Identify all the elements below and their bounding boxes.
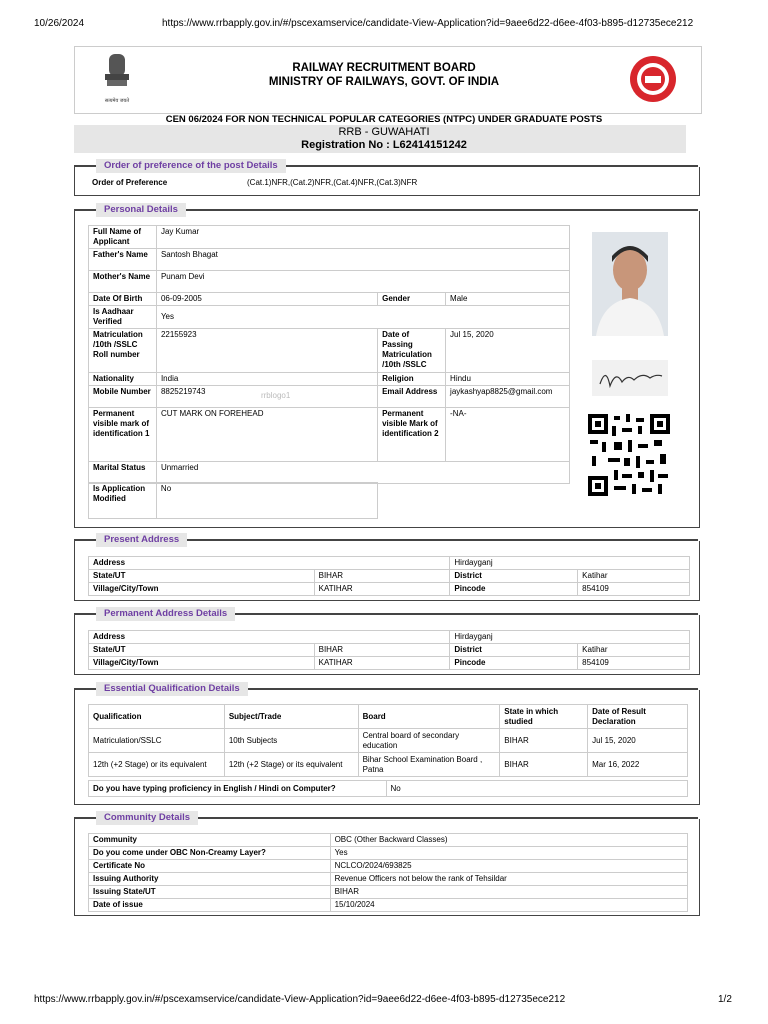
issuing-authority-label: Issuing Authority bbox=[89, 873, 331, 886]
ministry-title: MINISTRY OF RAILWAYS, GOVT. OF INDIA bbox=[268, 76, 500, 88]
qual-row1-board: Central board of secondary education bbox=[358, 729, 500, 753]
qual-row1-subject: 10th Subjects bbox=[224, 729, 358, 753]
permanent-state-value: BIHAR bbox=[314, 644, 450, 657]
preference-section bbox=[74, 167, 700, 196]
certificate-no-label: Certificate No bbox=[89, 860, 331, 873]
qual-row2-result-date: Mar 16, 2022 bbox=[588, 753, 688, 777]
permanent-village-value: KATIHAR bbox=[314, 657, 450, 670]
mark2-value: -NA- bbox=[446, 408, 570, 462]
modified-value: No bbox=[156, 483, 377, 519]
permanent-state-label: State/UT bbox=[89, 644, 315, 657]
mark1-value: CUT MARK ON FOREHEAD bbox=[156, 408, 377, 462]
personal-details-table bbox=[88, 225, 570, 484]
print-page-number: 1/2 bbox=[718, 994, 732, 1005]
permanent-district-label: District bbox=[450, 644, 578, 657]
applicant-signature bbox=[592, 360, 668, 396]
permanent-address-table bbox=[88, 630, 690, 670]
qualification-table bbox=[88, 704, 688, 777]
permanent-pincode-label: Pincode bbox=[450, 657, 578, 670]
issuing-state-label: Issuing State/UT bbox=[89, 886, 331, 899]
qual-header-state: State in which studied bbox=[500, 705, 588, 729]
mother-name-value: Punam Devi bbox=[156, 271, 569, 293]
typing-table bbox=[88, 780, 688, 797]
issuing-state-value: BIHAR bbox=[330, 886, 687, 899]
father-name-label: Father's Name bbox=[89, 249, 157, 271]
board-title: RAILWAY RECRUITMENT BOARD bbox=[292, 62, 476, 74]
present-state-label: State/UT bbox=[89, 570, 315, 583]
mobile-value-cell bbox=[156, 386, 377, 408]
print-url-bottom[interactable]: https://www.rrbapply.gov.in/#/pscexamservice/candidate-View-Application?id=9aee6d22-d6ee-4f03-b895-d12735ece212 bbox=[34, 994, 566, 1005]
qual-header-qualification: Qualification bbox=[89, 705, 225, 729]
cen-title: CEN 06/2024 FOR NON TECHNICAL POPULAR CATEGORIES (NTPC) UNDER GRADUATE POSTS bbox=[165, 114, 603, 125]
aadhaar-label: Is Aadhaar Verified bbox=[89, 306, 157, 329]
present-address-label: Address bbox=[89, 557, 450, 570]
present-district-value: Katihar bbox=[578, 570, 690, 583]
qual-header-result-date: Date of Result Declaration bbox=[588, 705, 688, 729]
qual-header-subject: Subject/Trade bbox=[224, 705, 358, 729]
print-date: 10/26/2024 bbox=[34, 18, 85, 29]
qual-header-board: Board bbox=[358, 705, 500, 729]
typing-label: Do you have typing proficiency in English / Hindi on Computer? bbox=[89, 781, 387, 797]
community-table bbox=[88, 833, 688, 912]
matric-roll-value: 22155923 bbox=[156, 329, 377, 373]
qual-row1-qualification: Matriculation/SSLC bbox=[89, 729, 225, 753]
permanent-address-title: Permanent Address Details bbox=[96, 607, 235, 621]
permanent-pincode-value: 854109 bbox=[578, 657, 690, 670]
modified-label: Is Application Modified bbox=[89, 483, 157, 519]
qual-row2-subject: 12th (+2 Stage) or its equivalent bbox=[224, 753, 358, 777]
preference-label: Order of Preference bbox=[92, 178, 168, 187]
modified-table bbox=[88, 482, 378, 519]
religion-label: Religion bbox=[378, 373, 446, 386]
passing-date-label: Date of Passing Matriculation /10th /SSLC bbox=[378, 329, 446, 373]
community-value: OBC (Other Backward Classes) bbox=[330, 834, 687, 847]
qual-row2-state: BIHAR bbox=[500, 753, 588, 777]
permanent-district-value: Katihar bbox=[578, 644, 690, 657]
dob-label: Date Of Birth bbox=[89, 293, 157, 306]
typing-value: No bbox=[386, 781, 687, 797]
qual-row2-board: Bihar School Examination Board , Patna bbox=[358, 753, 500, 777]
present-address-table bbox=[88, 556, 690, 596]
community-title: Community Details bbox=[96, 811, 198, 825]
dob-value: 06-09-2005 bbox=[156, 293, 377, 306]
matric-roll-label: Matriculation /10th /SSLC Roll number bbox=[89, 329, 157, 373]
gender-label: Gender bbox=[378, 293, 446, 306]
non-creamy-label: Do you come under OBC Non-Creamy Layer? bbox=[89, 847, 331, 860]
full-name-label: Full Name of Applicant bbox=[89, 226, 157, 249]
registration-number: Registration No : L62414151242 bbox=[301, 139, 467, 151]
mother-name-label: Mother's Name bbox=[89, 271, 157, 293]
present-state-value: BIHAR bbox=[314, 570, 450, 583]
permanent-address-value: Hirdayganj bbox=[450, 631, 690, 644]
certificate-no-value: NCLCO/2024/693825 bbox=[330, 860, 687, 873]
non-creamy-value: Yes bbox=[330, 847, 687, 860]
qr-code-icon bbox=[586, 412, 672, 498]
present-pincode-value: 854109 bbox=[578, 583, 690, 596]
applicant-photo bbox=[592, 232, 668, 336]
marital-label: Marital Status bbox=[89, 462, 157, 484]
email-value: jaykashyap8825@gmail.com bbox=[446, 386, 570, 408]
community-label: Community bbox=[89, 834, 331, 847]
qual-row1-result-date: Jul 15, 2020 bbox=[588, 729, 688, 753]
aadhaar-value: Yes bbox=[156, 306, 569, 329]
mark2-label: Permanent visible Mark of identification 2 bbox=[378, 408, 446, 462]
mobile-label: Mobile Number bbox=[89, 386, 157, 408]
permanent-village-label: Village/City/Town bbox=[89, 657, 315, 670]
issue-date-label: Date of issue bbox=[89, 899, 331, 912]
marital-value: Unmarried bbox=[156, 462, 569, 484]
print-url-top[interactable]: https://www.rrbapply.gov.in/#/pscexamservice/candidate-View-Application?id=9aee6d22-d6ee-4f03-b895-d12735ece212 bbox=[162, 18, 694, 29]
present-address-value: Hirdayganj bbox=[450, 557, 690, 570]
present-village-label: Village/City/Town bbox=[89, 583, 315, 596]
father-name-value: Santosh Bhagat bbox=[156, 249, 569, 271]
rrb-name: RRB - GUWAHATI bbox=[338, 126, 430, 138]
present-address-title: Present Address bbox=[96, 533, 187, 547]
rrb-watermark: rrblogo1 bbox=[260, 391, 291, 400]
mark1-label: Permanent visible mark of identification 1 bbox=[89, 408, 157, 462]
preference-value: (Cat.1)NFR,(Cat.2)NFR,(Cat.4)NFR,(Cat.3)NFR bbox=[247, 178, 418, 187]
qualification-title: Essential Qualification Details bbox=[96, 682, 248, 696]
nationality-label: Nationality bbox=[89, 373, 157, 386]
mobile-value: 8825219743 bbox=[160, 387, 206, 396]
emblem-caption: सत्यमेव जयते bbox=[104, 98, 130, 104]
passing-date-value: Jul 15, 2020 bbox=[446, 329, 570, 373]
full-name-value: Jay Kumar bbox=[156, 226, 569, 249]
present-pincode-label: Pincode bbox=[450, 583, 578, 596]
present-village-value: KATIHAR bbox=[314, 583, 450, 596]
preference-section-title: Order of preference of the post Details bbox=[96, 159, 286, 173]
present-district-label: District bbox=[450, 570, 578, 583]
qual-row1-state: BIHAR bbox=[500, 729, 588, 753]
nationality-value: India bbox=[156, 373, 377, 386]
issue-date-value: 15/10/2024 bbox=[330, 899, 687, 912]
religion-value: Hindu bbox=[446, 373, 570, 386]
issuing-authority-value: Revenue Officers not below the rank of Tehsildar bbox=[330, 873, 687, 886]
qual-row2-qualification: 12th (+2 Stage) or its equivalent bbox=[89, 753, 225, 777]
permanent-address-label: Address bbox=[89, 631, 450, 644]
personal-section-title: Personal Details bbox=[96, 203, 186, 217]
gender-value: Male bbox=[446, 293, 570, 306]
email-label: Email Address bbox=[378, 386, 446, 408]
